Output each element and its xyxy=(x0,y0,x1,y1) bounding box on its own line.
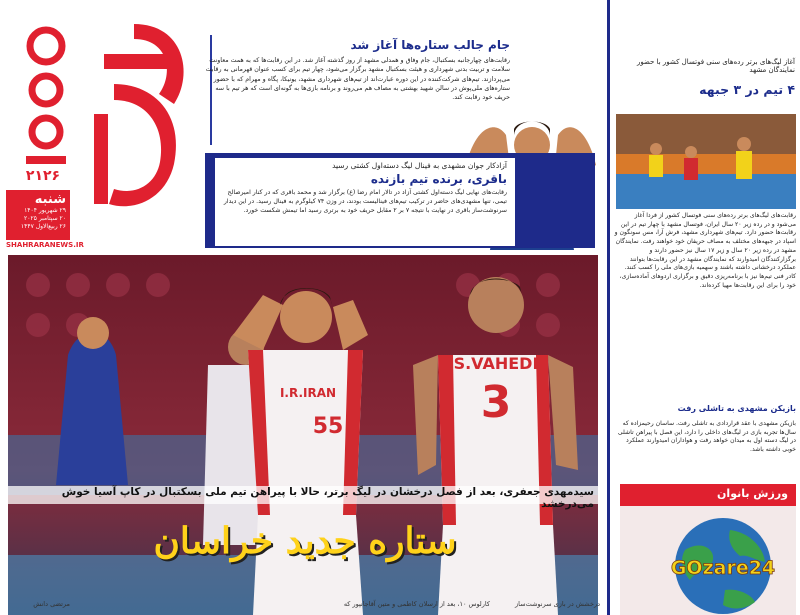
women-sports-banner[interactable] xyxy=(620,484,796,506)
wrestling-body: رقابت‌های نهایی لیگ دسته‌اول کشتی آزاد در تالار امام رضا (ع) برگزار شد و محمد باقری که در کنار امیرصالح تیمی، تنها مشهدی‌های حاضر در ترکیب تیم‌های فینالیست بودند، در وزن ۷۴ کیلوگرم به فینال رسید. در این دیدار سرنوشت‌ساز باقری در نهایت با نتیجه ۷ بر ۲ مقابل حریف خود به برتری رسید اما تیمش شکست خورد. xyxy=(223,189,507,214)
date-box xyxy=(6,190,70,240)
wrestling-title[interactable]: باقری، برنده تیم بازنده xyxy=(370,172,507,186)
player-right-name: S.VAHEDI xyxy=(453,354,539,373)
futsal-kicker: آغاز لیگ‌های برتر رده‌های سنی فوتسال کشور با حضور نمایندگان مشهد xyxy=(636,58,795,74)
wrestling-kicker: آزادکار جوان مشهدی به فینال لیگ دسته‌اول کشتی رسید xyxy=(332,161,507,170)
issue-number: ۲۱۲۶ xyxy=(25,168,61,184)
bottom-teaser-mid: درخشش در بازی سرنوشت‌ساز xyxy=(515,600,600,608)
futsal-photo xyxy=(616,114,796,209)
main-headline[interactable]: ستاره جدید خراسان xyxy=(153,520,457,562)
futsal-title[interactable]: ۴ تیم در ۳ جبهه xyxy=(699,82,795,97)
gozare24-watermark xyxy=(655,510,790,615)
site-url[interactable]: SHAHRARANEWS.IR xyxy=(6,241,84,249)
player-left-jersey: I.R.IRAN xyxy=(279,386,337,400)
main-caption: سیدمهدی جعفری، بعد از فصل درخشان در لیگ برتر، حالا با پیراهن تیم ملی بسکتبال در کاپ آسیا خوش می‌درخشد xyxy=(61,486,594,510)
bottom-teaser-left: کارلوس ۱۰، بعد از ارسلان کاظمی و متین آقاجانپور که xyxy=(343,600,490,608)
wrestling-story xyxy=(215,158,515,246)
date-line-2: ۲۰ سپتامبر ۲۰۲۵ xyxy=(24,215,66,222)
futsal-body: رقابت‌های لیگ‌های برتر رده‌های سنی فوتسال کشور از فردا آغاز می‌شود و در رده زیر ۲۰ سال ایران، فوتسال مشهد با چهار تیم در این رقابت‌ها حضور دارد. تیم‌های شهرداری مشهد، فرش آرا، مس سونگون و اسپاد در جبهه‌های مختلف به مصاف حریفان خود خواهند رفت. نمایندگان مشهد در رده زیر ۲۰ سال و زیر ۱۷ سال نیز حضور دارند و برگزارکنندگان امیدوارند که نمایندگان مشهد در این رقابت‌ها بتوانند عملکرد درخشانی داشته باشند و سهمیه بازی‌های ملی را کسب کنند. کادر فنی تیم‌ها نیز با برنامه‌ریزی دقیق و برگزاری اردوهای آماده‌سازی، خود را برای این رقابت‌ها مهیا کرده‌اند. xyxy=(614,212,796,289)
date-line-3: ۲۶ ربیع‌الاول ۱۴۴۷ xyxy=(20,223,66,230)
transfer-body: بازیکن مشهدی با عقد قراردادی به تاشلی رفت. ساسان رحیمزاده که سال‌ها تجربه بازی در لیگ‌های داخلی را دارد، این فصل با پیراهن تاشلی در لیگ دسته اول به میدان خواهد رفت و هواداران امیدوارند عملکرد خوبی داشته باشد. xyxy=(617,420,796,454)
player-left-number: 55 xyxy=(312,414,344,439)
masthead xyxy=(0,0,205,250)
bottom-teaser-right: مرتضی دانش xyxy=(33,600,70,608)
top-story-body: رقابت‌های چهارجانبه بسکتبال، جام وفاق و همدلی مشهد از روز گذشته آغاز شد. در این رقابت‌ها که به همت معاونت سلامت و تربیت بدنی شهرداری و هیئت بسکتبال مشهد برگزار می‌شود، چهار تیم برای کسب عنوان قهرمانی به رقابت می‌پردازند. تیم‌های شرکت‌کننده در این دوره عبارت‌اند از تیم‌های شهرداری مشهد، یونیکا، پگاه و مهرام که با حضور ستاره‌های ملی‌پوش در سالن شهید بهشتی به مصاف هم می‌روند و برنامه بازی‌ها به گونه‌ای است که هر تیم با سه حریف خود رقابت کند. xyxy=(205,57,510,102)
day-label: شنبه xyxy=(34,192,66,207)
date-line-1: ۲۹ شهریور ۱۴۰۴ xyxy=(24,207,66,214)
column-divider xyxy=(607,0,610,615)
masthead-logo-ornament-icon xyxy=(14,20,78,170)
transfer-subhead[interactable]: بازیکن مشهدی به تاشلی رفت xyxy=(677,404,796,413)
player-right-number: 3 xyxy=(480,377,512,428)
top-story-title[interactable]: جام جالب ستاره‌ها آغاز شد xyxy=(350,38,510,52)
masthead-logo-mark-icon xyxy=(74,14,194,214)
watermark-text: GOzare24 xyxy=(670,557,776,579)
women-sports-label: ورزش بانوان xyxy=(717,487,788,500)
